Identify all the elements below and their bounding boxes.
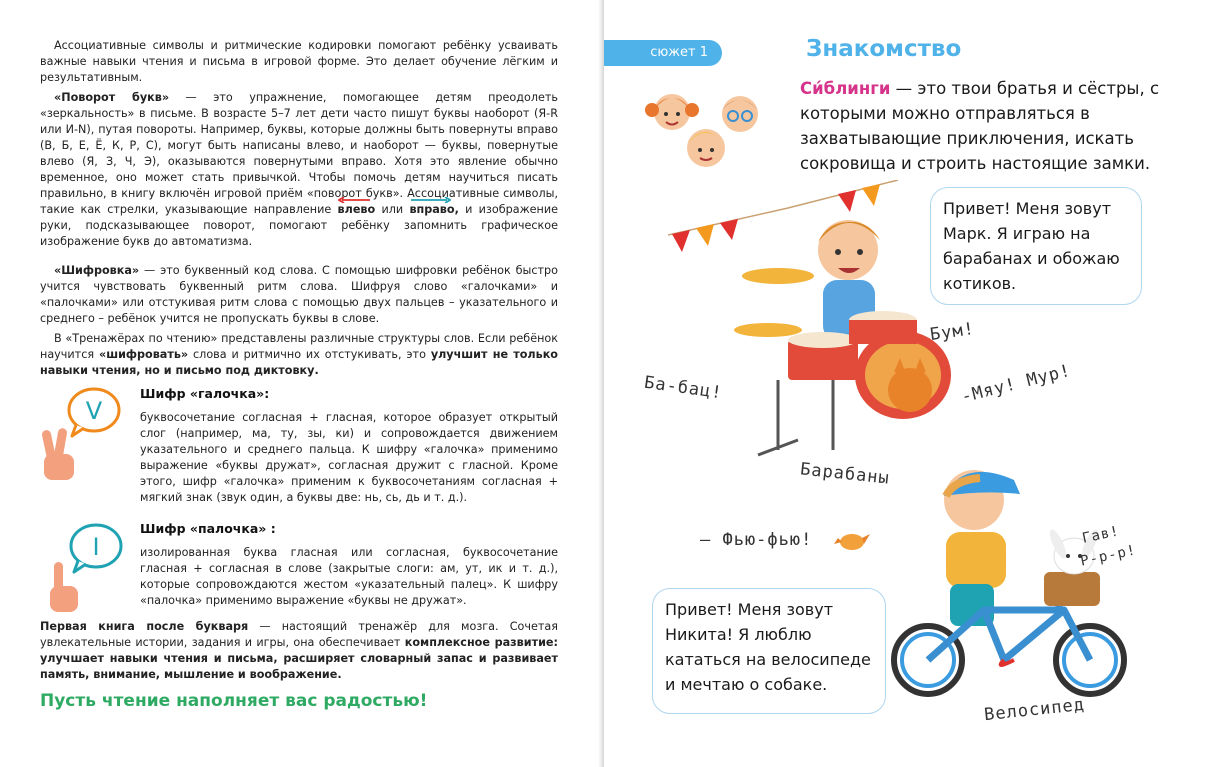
closing-line: Пусть чтение наполняет вас радостью!: [40, 691, 428, 711]
paragraph-cipher: [40, 263, 558, 327]
paragraph-intro: [40, 38, 558, 86]
rotation-or: или: [375, 203, 410, 216]
siblings-term: Си́блинги: [800, 79, 891, 98]
paragraph-conclusion: [40, 619, 558, 683]
term-rotation: «Поворот букв»: [54, 91, 170, 104]
cipher2-symbol: I: [92, 533, 100, 561]
page-title: Знакомство: [806, 36, 962, 62]
arrow-left-icon: [338, 197, 370, 203]
cipher1-symbol: V: [85, 397, 103, 425]
three-kids-illustration: [644, 86, 764, 182]
sfx-babats: Ба-бац!: [642, 372, 724, 404]
right-page: [604, 0, 1207, 767]
nikita-speech-bubble: Привет! Меня зовут Никита! Я люблю кататься на велосипеде и мечтаю о собаке.: [652, 588, 886, 714]
paragraph-trainers: [40, 331, 558, 379]
arrow-right-icon: [411, 197, 451, 203]
story-badge: сюжет 1: [604, 40, 722, 66]
trainers-text-a: В «Тренажёрах по чтению» представлены различные структуры слов. Если ребёнок научится: [40, 332, 558, 361]
term-encode: «шифровать»: [98, 348, 189, 361]
label-bike: Велосипед: [983, 694, 1086, 726]
bird-icon: [834, 528, 870, 554]
cipher2-description: изолированная буква гласная или согласная, буквосочетание гласная + согласная в слове (закрытые слоги: ам, ут, ик и т. д.), которые сопровождаются жестом «указательный палец». К шифру «палочка» применимо выражение «буквы не дружат».: [140, 546, 558, 607]
stick-cipher-icon: [40, 522, 130, 614]
left-arrow-word: [338, 202, 376, 218]
cipher-text: — это буквенный код слова. С помощью шифровки ребёнок быстро учится чувствовать буквенный ритм слова. Шифруя слово «галочками» и «палочками» или отстукивая ритм слова с помощью двух пальцев – указательного и среднего – ребёнок учится не пропускать буквы в слове.: [40, 264, 558, 325]
paragraph-intro-text: Ассоциативные символы и ритмические кодировки помогают ребёнку усваивать важные навыки чтения и письма в игровой форме. Это делает обучение лёгким и результативным.: [40, 39, 558, 84]
cyclist-boy-illustration: [884, 460, 1174, 720]
sfx-gav: Гав!: [1080, 523, 1121, 547]
term-first-book: Первая книга после букваря: [40, 620, 249, 633]
word-right: вправо,: [409, 203, 459, 216]
checkmark-cipher-icon: [38, 386, 130, 484]
intro-text: — это твои братья и сёстры, с которыми можно отправляться в захватывающие приключения, искать сокровища и строить настоящие замки.: [800, 79, 1160, 173]
trainers-result: улучшит не только навыки чтения, но и письмо под диктовку.: [40, 348, 558, 377]
cipher1-title: Шифр «галочка»:: [140, 386, 270, 401]
rotation-text-a: — это упражнение, помогающее детям преодолеть «зеркальность» в письме. В возрасте 5–7 лет дети часто пишут буквы наоборот (Я-R или И-N), путая повороты. Например, буквы, которые должны быть повернуты вправо (В, Б, Е, Ё, К, Р, С), могут быть написаны влево, и наоборот — буквы, повернутые влево (Я, З, Ч, Э), оказываются повернутыми вправо. Хотя это явление обычно временное, оно может стать привычкой. Чтобы помочь детям научиться писать правильно, в книгу включён игровой приём «поворот букв». Ассоциативные символы, такие как стрелки, указывающие направление: [40, 91, 558, 216]
right-arrow-word: [409, 202, 458, 218]
cipher2-title: Шифр «палочка» :: [140, 521, 276, 536]
conclusion-benefits: комплексное развитие: улучшает навыки чтения и письма, расширяет словарный запас и развивает память, внимание, мышление и воображение.: [40, 636, 558, 681]
sfx-bum: Бум!: [928, 318, 977, 346]
left-page: [0, 0, 600, 767]
word-left: влево: [337, 203, 376, 216]
two-fingers-hand-icon: [41, 428, 74, 480]
sfx-rrr: Р-р-р!: [1078, 542, 1138, 570]
trainers-text-b: слова и ритмично их отстукивать, это: [188, 348, 431, 361]
conclusion-text: — настоящий тренажёр для мозга. Сочетая увлекательные истории, задания и игры, она обеспечивает: [40, 620, 558, 649]
label-drums: Барабаны: [799, 459, 891, 489]
cipher1-description: буквосочетание согласная + гласная, которое образует открытый слог (например, ма, ту, зы, ки) и сопровождается движением указательного и среднего пальца. К шифру «галочка» применимо выражение «буквы дружат», согласная дружит с гласной. Кроме этого, шифр «галочка» применим к буквосочетаниям согласная + мягкий знак (звук один, а буквы две: нь, сь, дь и т. д.).: [140, 411, 558, 504]
term-cipher: «Шифровка»: [54, 264, 140, 277]
mark-speech-bubble: Привет! Меня зовут Марк. Я играю на барабанах и обожаю котиков.: [930, 187, 1142, 305]
sfx-fyu: – Фью-фью!: [700, 530, 813, 550]
sfx-myau: -Мяу! Мур!: [959, 360, 1074, 408]
intro-paragraph: [800, 76, 1180, 176]
paragraph-rotation: [40, 90, 558, 250]
rotation-text-b: и изображение руки, подсказывающее поворот, помогают ребёнку запомнить графическое изображение букв до автоматизма.: [40, 203, 559, 248]
